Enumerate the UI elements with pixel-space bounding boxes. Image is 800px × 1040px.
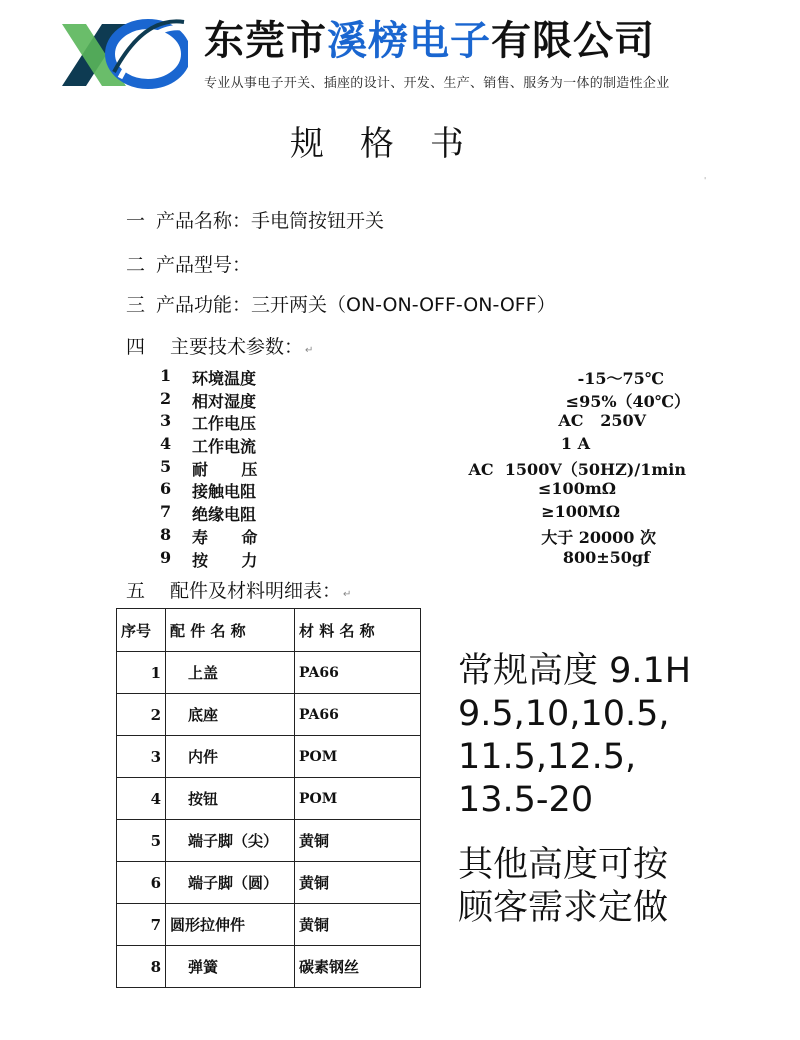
- section-number: 一: [126, 210, 146, 232]
- corner-mark: ': [704, 176, 707, 185]
- cell-index: 5: [117, 820, 166, 862]
- cell-material: 黄铜: [295, 820, 421, 862]
- note-line: 其他高度可按: [458, 845, 669, 885]
- company-logo: [56, 14, 188, 94]
- param-name: 寿 命: [192, 527, 258, 547]
- section-number: 五: [126, 580, 146, 602]
- param-name: 绝缘电阻: [192, 505, 257, 525]
- cell-material: 碳素钢丝: [295, 946, 421, 988]
- table-row: [117, 778, 421, 820]
- param-row: [160, 457, 700, 480]
- cell-part: [166, 946, 295, 988]
- company-slogan: 专业从事电子开关、插座的设计、开发、生产、销售、服务为一体的制造性企业: [204, 76, 670, 91]
- cell-material: 黄铜: [295, 862, 421, 904]
- param-row: [160, 411, 700, 434]
- note-line: 常规高度 9.1H: [458, 651, 692, 691]
- table-row: [117, 820, 421, 862]
- table-row: [117, 904, 421, 946]
- section-text: 产品型号：: [156, 254, 252, 276]
- param-row: [160, 389, 700, 412]
- param-index: 5: [160, 456, 172, 476]
- company-name-prefix: 东莞市: [204, 18, 327, 64]
- table-row: [117, 736, 421, 778]
- param-name: 环境温度: [192, 369, 257, 388]
- return-mark: ↵: [343, 589, 352, 600]
- section-text: 配件及材料明细表：: [170, 580, 342, 602]
- param-name: 耐 压: [192, 459, 258, 479]
- param-value: 1 A: [560, 434, 590, 454]
- table-row: [117, 862, 421, 904]
- cell-part-text: 端子脚（圆）: [188, 874, 279, 892]
- company-name-highlight: 溪榜电子: [327, 18, 491, 64]
- note-line: 9.5,10,10.5,: [458, 694, 670, 734]
- param-index: 4: [160, 434, 172, 454]
- param-index: 3: [160, 411, 172, 431]
- param-value: -15～75℃: [577, 369, 664, 388]
- section-text: 主要技术参数：: [170, 336, 304, 358]
- section-parts-list: [126, 576, 351, 603]
- note-line: 13.5-20: [458, 780, 594, 820]
- param-value: 大于 20000 次: [541, 527, 656, 547]
- cell-part-text: 按钮: [188, 790, 219, 808]
- cell-part: [166, 694, 295, 736]
- document-title: 规格书: [290, 124, 500, 164]
- cell-part: [166, 652, 295, 694]
- param-name: 工作电流: [192, 437, 257, 457]
- cell-part-text: 内件: [188, 748, 219, 766]
- cell-index: 1: [117, 652, 166, 694]
- param-name: 工作电压: [192, 414, 257, 434]
- cell-part: 圆形拉伸件: [166, 904, 295, 946]
- section-number: 三: [126, 294, 146, 316]
- cell-material: PA66: [295, 652, 421, 694]
- param-index: 8: [160, 524, 172, 544]
- section-number: 四: [126, 336, 146, 358]
- section-product-model: [126, 250, 251, 277]
- company-name: [204, 16, 655, 66]
- cell-part-text: 弹簧: [188, 958, 219, 976]
- param-index: 9: [160, 547, 172, 567]
- cell-index: 2: [117, 694, 166, 736]
- section-product-name: [126, 206, 384, 233]
- cell-index: 4: [117, 778, 166, 820]
- param-row: [160, 502, 700, 525]
- header-material-name: 材 料 名 称: [295, 609, 421, 652]
- param-value: ≤100mΩ: [538, 479, 616, 499]
- param-row: [160, 525, 700, 548]
- parts-table: [116, 608, 421, 988]
- param-row: [160, 479, 700, 502]
- param-name: 相对湿度: [192, 391, 257, 411]
- note-line: 顾客需求定做: [458, 888, 669, 928]
- section-text: 产品名称：手电筒按钮开关: [156, 210, 385, 232]
- cell-material: POM: [295, 736, 421, 778]
- cell-part: [166, 862, 295, 904]
- param-value: ≤95%（40℃）: [565, 391, 690, 411]
- section-number: 二: [126, 254, 146, 276]
- cell-material: 黄铜: [295, 904, 421, 946]
- return-mark: ↵: [305, 345, 314, 356]
- cell-part-text: 端子脚（尖）: [188, 832, 279, 850]
- section-tech-params: [126, 332, 313, 359]
- section-text: 产品功能：三开两关（ON-ON-OFF-ON-OFF）: [156, 294, 556, 316]
- header-part-name: 配 件 名 称: [166, 609, 295, 652]
- param-name: 按 力: [192, 550, 258, 570]
- cell-index: 6: [117, 862, 166, 904]
- cell-part-text: 底座: [188, 706, 219, 724]
- table-row: [117, 946, 421, 988]
- cell-part-text: 上盖: [188, 664, 219, 682]
- tech-params-list: [160, 366, 700, 570]
- company-name-suffix: 有限公司: [491, 18, 655, 64]
- table-row: [117, 694, 421, 736]
- cell-material: POM: [295, 778, 421, 820]
- cell-index: 7: [117, 904, 166, 946]
- height-notes: [458, 650, 691, 930]
- cell-index: 8: [117, 946, 166, 988]
- cell-part: [166, 736, 295, 778]
- header-index: 序号: [117, 609, 166, 652]
- param-value: AC 250V: [558, 411, 646, 431]
- param-value: ≥100MΩ: [541, 502, 620, 522]
- section-product-function: [126, 290, 556, 317]
- note-line: 11.5,12.5,: [458, 737, 637, 777]
- table-header-row: [117, 609, 421, 652]
- cell-part: [166, 820, 295, 862]
- cell-index: 3: [117, 736, 166, 778]
- param-index: 2: [160, 388, 172, 408]
- cell-part: [166, 778, 295, 820]
- param-row: [160, 548, 700, 571]
- note-spacer: [458, 822, 691, 844]
- param-index: 1: [160, 366, 172, 385]
- param-row: [160, 434, 700, 457]
- param-index: 7: [160, 502, 172, 522]
- param-row: [160, 366, 700, 389]
- param-index: 6: [160, 479, 172, 499]
- param-value: 800±50gf: [562, 547, 650, 567]
- param-name: 接触电阻: [192, 482, 257, 502]
- table-row: [117, 652, 421, 694]
- cell-material: PA66: [295, 694, 421, 736]
- param-value: AC 1500V（50HZ)/1min: [468, 459, 686, 479]
